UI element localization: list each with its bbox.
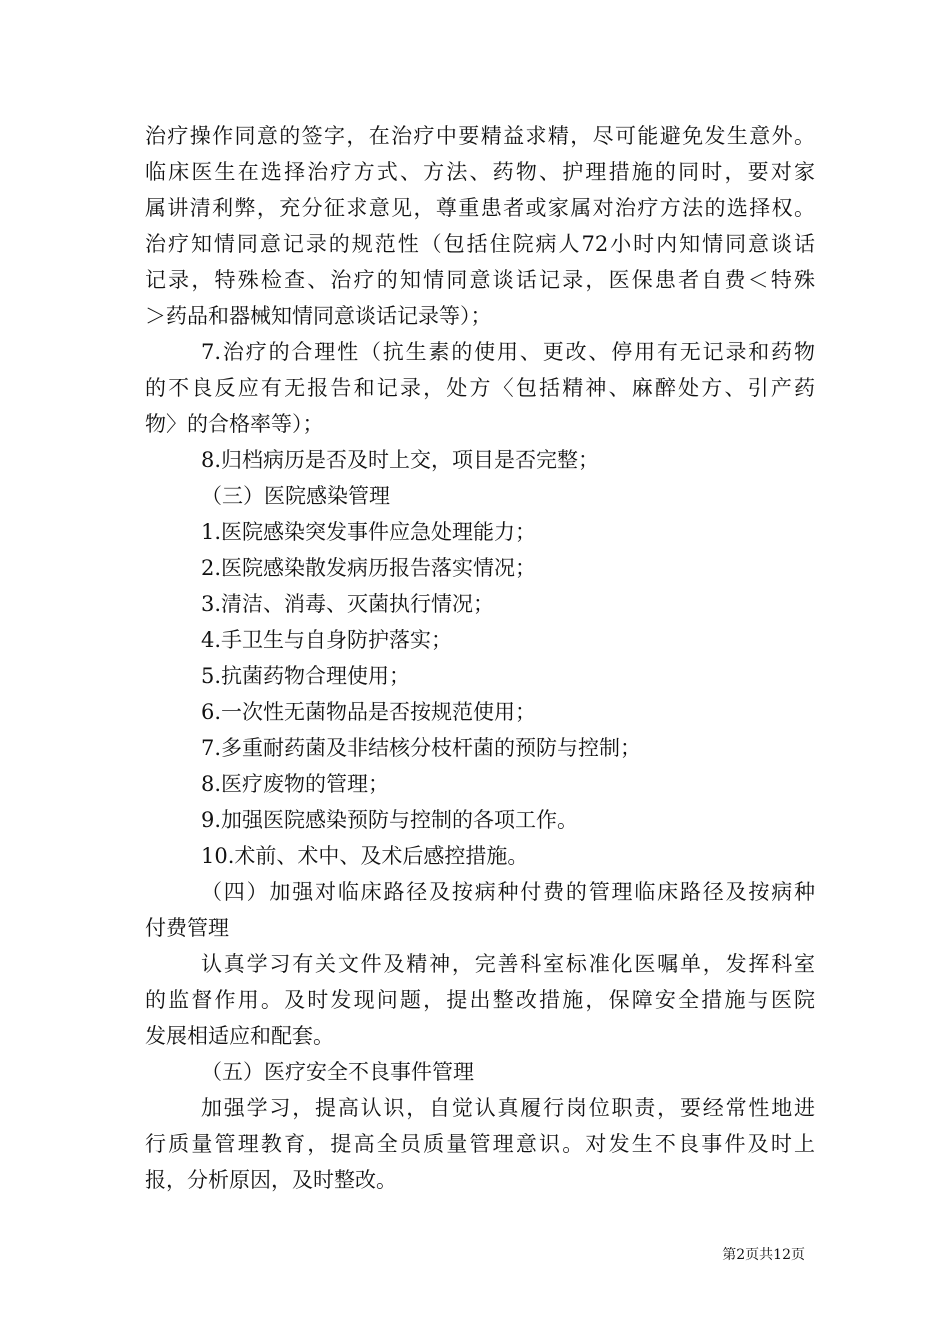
list-item: 5.抗菌药物合理使用； [201,664,411,688]
paragraph-line: 属讲清利弊，充分征求意见，尊重患者或家属对治疗方法的选择权。 [145,196,815,220]
list-item: 2.医院感染散发病历报告落实情况； [201,556,537,580]
list-item: 7.治疗的合理性（抗生素的使用、更改、停用有无记录和药物 [201,340,815,364]
paragraph-line: 行质量管理教育，提高全员质量管理意识。对发生不良事件及时上 [145,1132,815,1156]
paragraph-line: 报，分析原因，及时整改。 [145,1168,397,1192]
list-item: 4.手卫生与自身防护落实； [201,628,453,652]
list-item: 9.加强医院感染预防与控制的各项工作。 [201,808,579,832]
section-heading: （五）医疗安全不良事件管理 [201,1060,474,1084]
list-item: 3.清洁、消毒、灭菌执行情况； [201,592,495,616]
section-heading: （四）加强对临床路径及按病种付费的管理临床路径及按病种 [201,880,815,904]
page-number-footer: 第2页共12页 [722,1247,805,1263]
list-item: 8.医疗废物的管理； [201,772,390,796]
paragraph-line: 的不良反应有无报告和记录，处方〈包括精神、麻醉处方、引产药 [145,376,815,400]
paragraph-line: 记录，特殊检查、治疗的知情同意谈话记录，医保患者自费＜特殊 [145,268,815,292]
paragraph-line: 治疗知情同意记录的规范性（包括住院病人72小时内知情同意谈话 [145,232,815,256]
paragraph-line: ＞药品和器械知情同意谈话记录等）； [145,304,492,328]
section-heading-continued: 付费管理 [145,916,229,940]
list-item: 6.一次性无菌物品是否按规范使用； [201,700,537,724]
list-item: 1.医院感染突发事件应急处理能力； [201,520,537,544]
paragraph-line: 的监督作用。及时发现问题，提出整改措施，保障安全措施与医院 [145,988,815,1012]
section-heading: （三）医院感染管理 [201,484,390,508]
list-item: 8.归档病历是否及时上交，项目是否完整； [201,448,600,472]
paragraph-line: 发展相适应和配套。 [145,1024,334,1048]
list-item: 7.多重耐药菌及非结核分枝杆菌的预防与控制； [201,736,642,760]
paragraph-line: 物〉的合格率等）； [145,412,324,436]
paragraph-line: 临床医生在选择治疗方式、方法、药物、护理措施的同时，要对家 [145,160,815,184]
list-item: 10.术前、术中、及术后感控措施。 [201,844,529,868]
paragraph-line: 治疗操作同意的签字，在治疗中要精益求精，尽可能避免发生意外。 [145,124,815,148]
paragraph-line: 加强学习，提高认识，自觉认真履行岗位职责，要经常性地进 [201,1096,815,1120]
paragraph-line: 认真学习有关文件及精神，完善科室标准化医嘱单，发挥科室 [201,952,815,976]
document-body [145,118,815,1198]
